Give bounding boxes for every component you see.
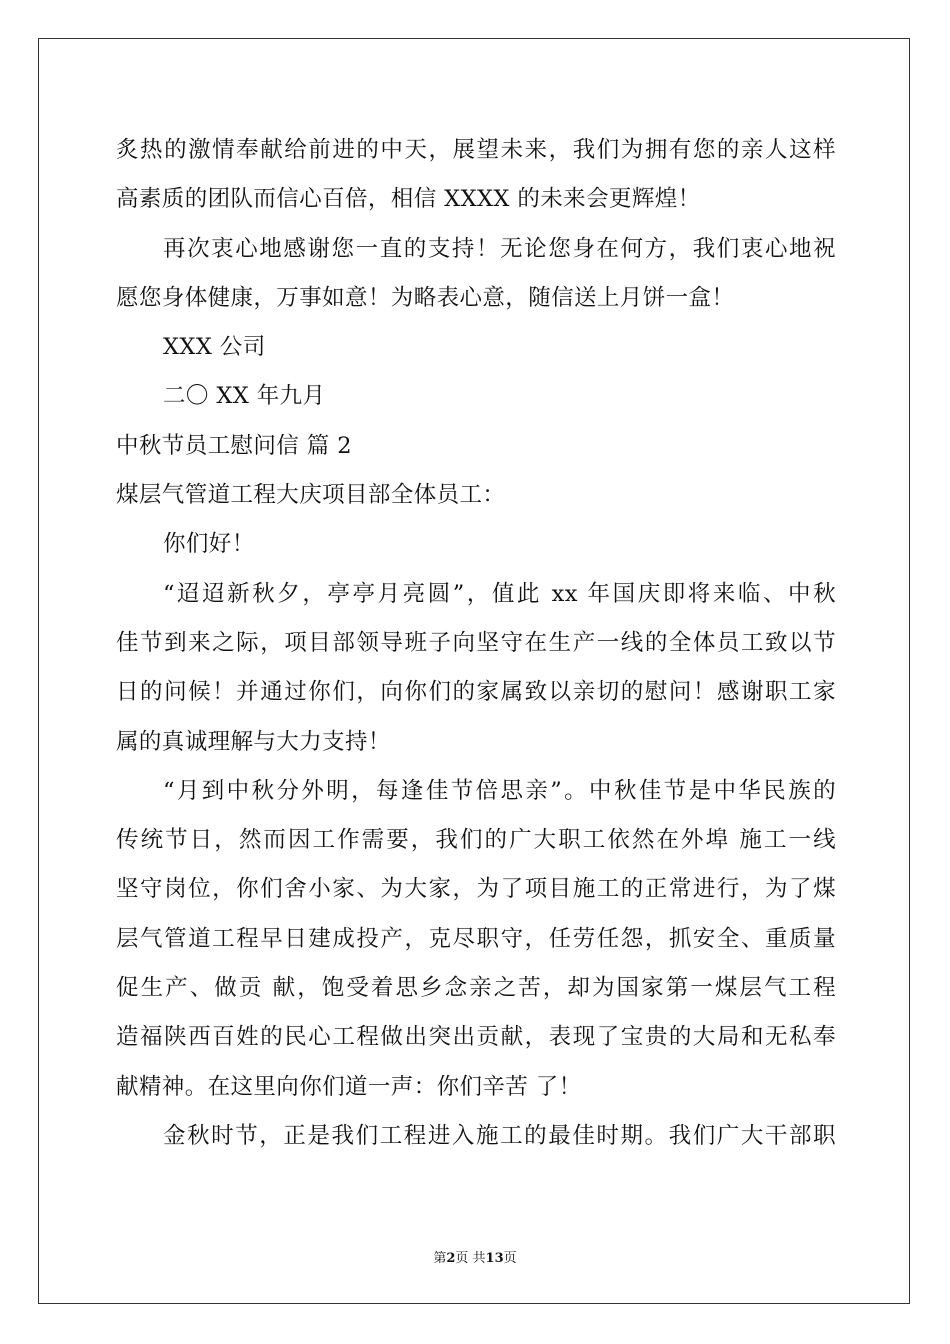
text-line: “月到中秋分外明，每逢佳节倍思亲”。中秋佳节是中华民族的: [163, 777, 836, 804]
signature-date: 二〇 XX 年九月: [163, 383, 326, 410]
page-current: 2: [446, 1251, 456, 1266]
page-prefix: 第: [433, 1251, 447, 1266]
text-line: 再次衷心地感谢您一直的支持！无论您身在何方，我们衷心地祝: [163, 235, 836, 262]
text-line: 金秋时节，正是我们工程进入施工的最佳时期。我们广大干部职: [163, 1122, 836, 1149]
greeting: 你们好！: [163, 531, 255, 558]
text-line: 献精神。在这里向你们道一声：你们辛苦 了！: [116, 1073, 582, 1100]
section-title: 中秋节员工慰问信 篇 2: [116, 432, 352, 459]
salutation: 煤层气管道工程大庆项目部全体员工：: [116, 482, 506, 509]
text-line: 属的真诚理解与大力支持！: [116, 728, 391, 755]
text-line: 愿您身体健康，万事如意！为略表心意，随信送上月饼一盒！: [116, 284, 735, 311]
text-line: 日的问候！并通过你们，向你们的家属致以亲切的慰问！感谢职工家: [116, 679, 836, 706]
page-suffix: 页: [503, 1251, 517, 1266]
page-mid: 页 共: [455, 1251, 486, 1266]
text-line: 佳节到来之际，项目部领导班子向坚守在生产一线的全体员工致以节: [116, 629, 836, 656]
text-line: 高素质的团队而信心百倍，相信 XXXX 的未来会更辉煌！: [116, 186, 701, 213]
document-body: [116, 126, 836, 1161]
text-line: 造福陕西百姓的民心工程做出突出贡献，表现了宝贵的大局和无私奉: [116, 1024, 836, 1051]
signature-company: XXX 公司: [163, 334, 266, 361]
text-line: “迢迢新秋夕，亭亭月亮圆”，值此 xx 年国庆即将来临、中秋: [163, 580, 836, 607]
text-line: 促生产、做贡 献，饱受着思乡念亲之苦，却为国家第一煤层气工程: [116, 975, 836, 1002]
text-line: 层气管道工程早日建成投产，克尽职守，任劳任怨，抓安全、重质量: [116, 925, 836, 952]
text-line: 炙热的激情奉献给前进的中天，展望未来，我们为拥有您的亲人这样: [116, 137, 836, 163]
text-line: 坚守岗位，你们舍小家、为大家，为了项目施工的正常进行，为了煤: [116, 876, 836, 903]
page-footer: [0, 1247, 950, 1266]
page-total: 13: [485, 1251, 504, 1266]
text-line: 传统节日，然而因工作需要，我们的广大职工依然在外埠 施工一线: [116, 827, 836, 854]
